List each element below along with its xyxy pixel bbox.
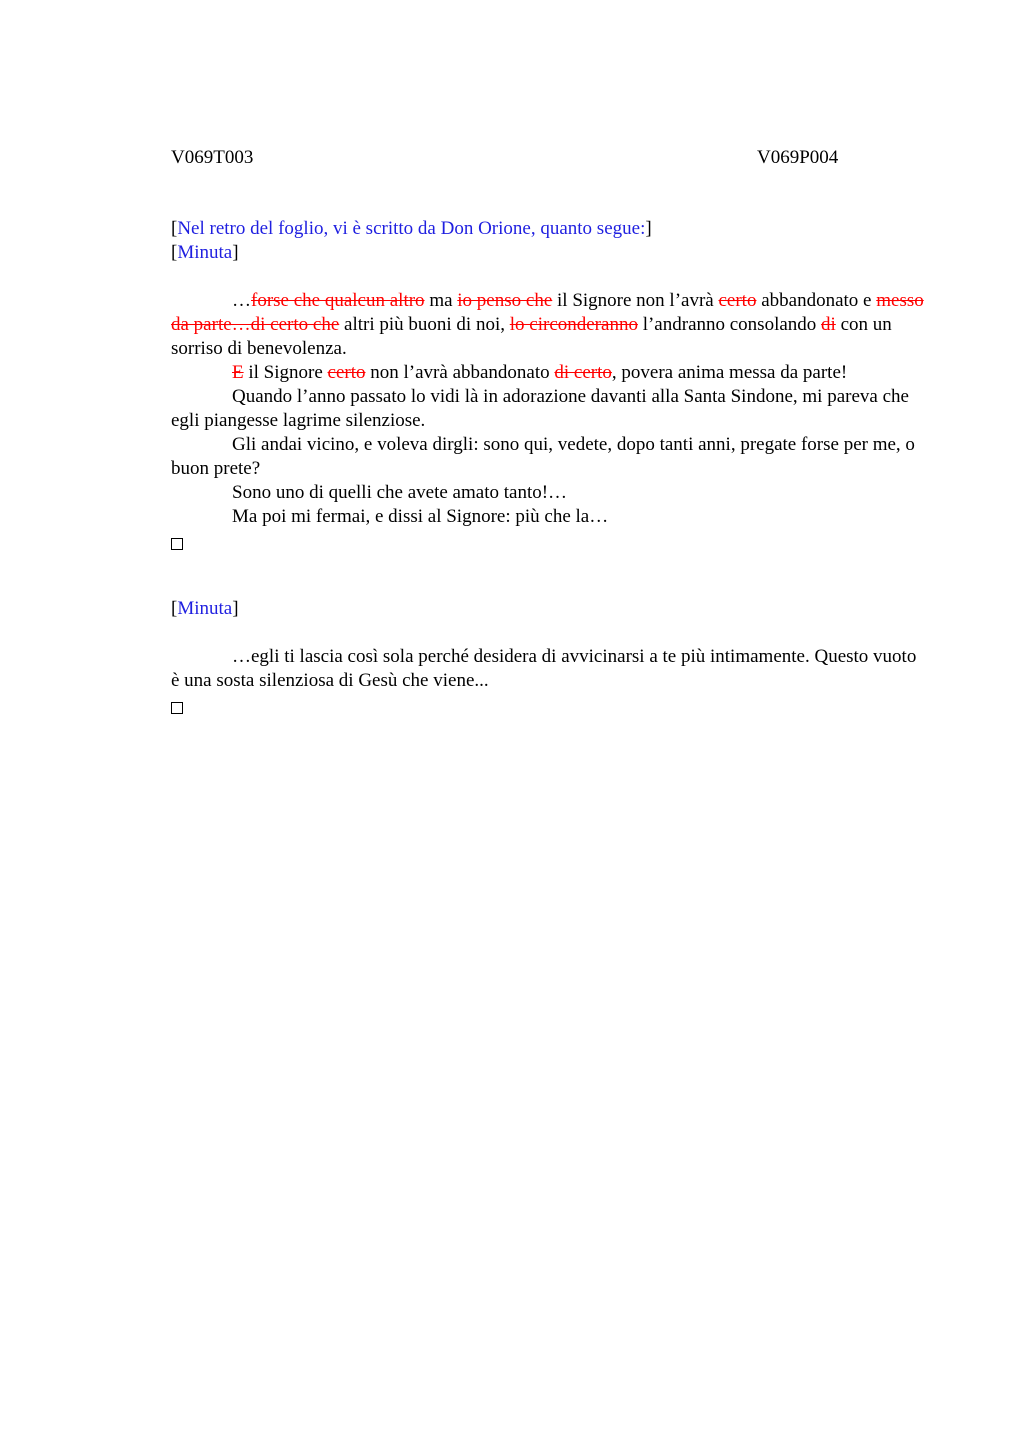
bracket-close: ] [232, 598, 239, 619]
paragraph-5: Sono uno di quelli che avete amato tanto!… [232, 482, 568, 503]
bracket-open: [ [171, 598, 178, 619]
deleted-text: di certo [554, 362, 612, 383]
deleted-text: di [821, 314, 836, 335]
deleted-text: lo circonderanno [509, 314, 638, 335]
document-code-left: V069T003 [171, 147, 254, 168]
section-label-text: Minuta [177, 242, 233, 263]
section-2-body [171, 645, 928, 720]
text-run: , povera anima messa da parte! [611, 362, 848, 383]
text-run: l’andranno consolando [637, 314, 822, 335]
square-icon [171, 702, 183, 714]
deleted-text: E [232, 362, 244, 383]
text-run: il Signore [243, 362, 328, 383]
bracket-close: ] [232, 242, 239, 263]
text-run: altri più buoni di noi, [339, 314, 510, 335]
section-1-body [171, 289, 928, 556]
text-run: … [232, 290, 251, 311]
text-run: abbandonato e [756, 290, 877, 311]
text-run: il Signore non l’avrà [552, 290, 719, 311]
paragraph-1: …egli ti lascia così sola perché desidera di avvicinarsi a te più intimamente. Questo vuoto è una sosta silenziosa di Gesù che viene... [171, 646, 917, 691]
deleted-text: forse che qualcun altro [251, 290, 425, 311]
paragraph-2 [171, 361, 928, 385]
deleted-text: certo [718, 290, 757, 311]
section-label-minuta-2 [171, 597, 928, 621]
editor-note [171, 217, 928, 241]
end-marker [171, 529, 928, 556]
section-label-text: Minuta [177, 598, 233, 619]
bracket-close: ] [645, 218, 652, 239]
paragraph-6: Ma poi mi fermai, e dissi al Signore: più che la… [232, 506, 609, 527]
deleted-text: certo [327, 362, 366, 383]
deleted-text: messo da parte…di certo che [171, 290, 924, 335]
text-run: non l’avrà abbandonato [365, 362, 555, 383]
bracket-open: [ [171, 242, 178, 263]
editor-note-text: Nel retro del foglio, vi è scritto da Don Orione, quanto segue: [177, 218, 646, 239]
deleted-text: io penso che [457, 290, 553, 311]
end-marker [171, 693, 928, 720]
section-label-minuta-1 [171, 241, 928, 265]
paragraph-4: Gli andai vicino, e voleva dirgli: sono qui, vedete, dopo tanti anni, pregate forse per me, o buon prete? [171, 434, 915, 479]
document-code-right: V069P004 [757, 147, 839, 168]
paragraph-1 [171, 289, 928, 361]
text-run: ma [424, 290, 458, 311]
bracket-open: [ [171, 218, 178, 239]
page-header [171, 146, 928, 170]
square-icon [171, 538, 183, 550]
paragraph-3: Quando l’anno passato lo vidi là in adorazione davanti alla Santa Sindone, mi pareva che egli piangesse lagrime silenziose. [171, 386, 909, 431]
text-run: con un sorriso di benevolenza. [171, 314, 892, 359]
